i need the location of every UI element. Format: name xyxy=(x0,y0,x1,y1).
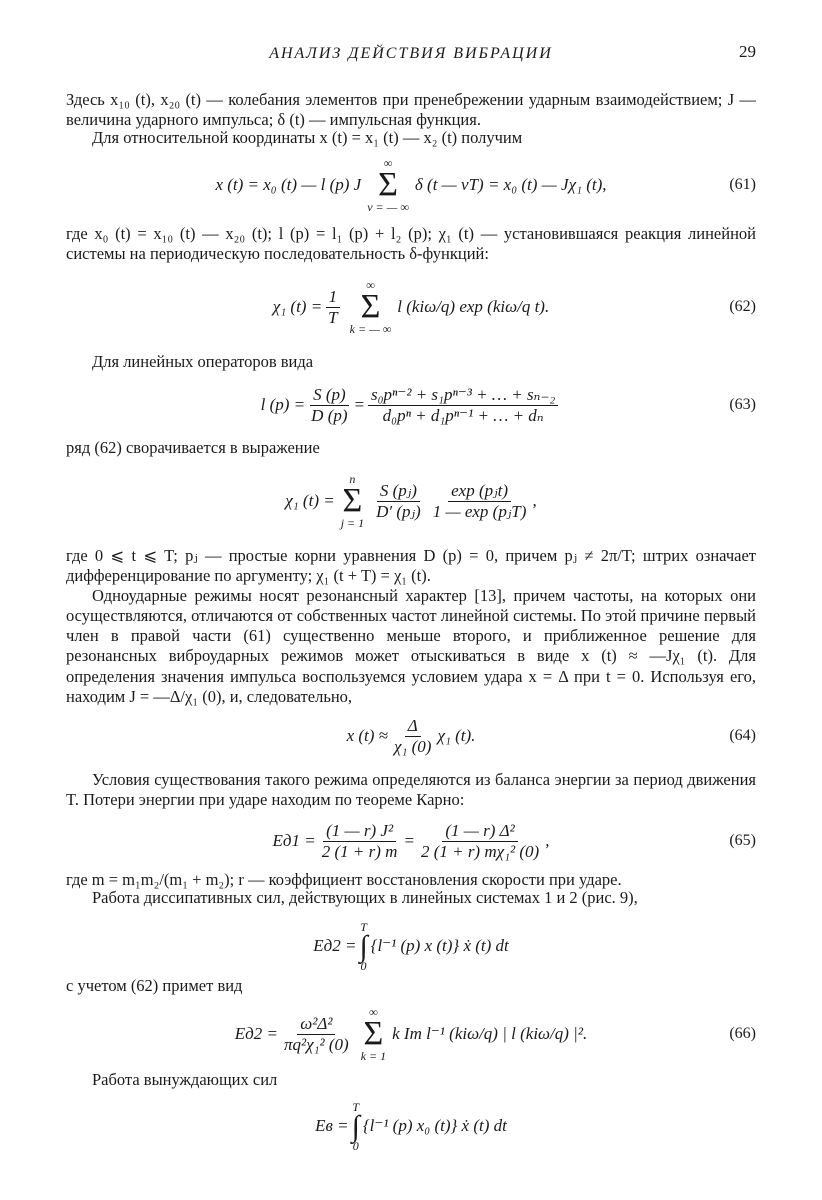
equation-chi xyxy=(66,466,756,536)
eqchi-left: χ₁ (t) = xyxy=(285,490,335,510)
eq66-right: k Im l⁻¹ (kiω/q) | l (kiω/q) |². xyxy=(392,1023,588,1043)
equation-number-61: (61) xyxy=(729,176,756,194)
page-header xyxy=(0,44,822,68)
eqchi-sum xyxy=(341,473,364,529)
eq63-fraction-1 xyxy=(308,385,350,425)
eq62-sum xyxy=(350,279,392,335)
eqchi-f2-den: 1 — exp (pⱼT) xyxy=(432,501,527,521)
eqev-int-bottom: 0 xyxy=(352,1138,359,1153)
eqev-left: Eв = xyxy=(315,1115,349,1135)
page-number: 29 xyxy=(739,42,756,61)
integral-symbol: ∫ xyxy=(359,929,368,963)
eq61-sum-bottom: ν = — ∞ xyxy=(367,200,409,215)
eq61-sum-top: ∞ xyxy=(383,155,393,170)
eq65-equals: = xyxy=(403,830,415,850)
eqchi-fraction-2 xyxy=(430,481,530,521)
eq66-sum xyxy=(361,1006,386,1062)
equation-number-66: (66) xyxy=(729,1025,756,1043)
equation-65 xyxy=(66,816,756,866)
sigma-symbol: Σ xyxy=(360,287,381,325)
eq62-frac-den: T xyxy=(328,307,338,327)
eqchi-sum-bottom: j = 1 xyxy=(340,516,365,531)
eqchi-f1-num: S (pⱼ) xyxy=(377,481,420,502)
equation-64 xyxy=(66,712,756,760)
paragraph-6: где 0 ⩽ t ⩽ T; pⱼ — простые корни уравнения D (p) = 0, причем pⱼ ≠ 2π/T; штрих означает дифференцирование по аргументу; χ₁ (t + T) = χ₁ (t). xyxy=(66,546,756,586)
sigma-symbol: Σ xyxy=(378,165,398,203)
paragraph-10: Работа диссипативных сил, действующих в линейных системах 1 и 2 (рис. 9), xyxy=(92,888,638,907)
eq63-fraction-2 xyxy=(368,385,558,425)
eq63-equals: = xyxy=(353,394,366,414)
eq62-right: l (kiω/q) exp (kiω/q t). xyxy=(397,296,550,316)
paragraph-12: Работа вынуждающих сил xyxy=(92,1070,278,1089)
eq65-fraction-1 xyxy=(319,821,401,861)
equation-number-63: (63) xyxy=(729,396,756,414)
eq61-sum xyxy=(367,157,409,213)
eq62-left: χ₁ (t) = xyxy=(272,296,323,316)
eq64-frac-den: χ₁ (0) xyxy=(394,736,432,756)
eq65-f1-num: (1 — r) J² xyxy=(323,821,396,842)
eq63-f1-num: S (p) xyxy=(310,385,349,406)
equation-63 xyxy=(66,380,756,430)
running-title: АНАЛИЗ ДЕЙСТВИЯ ВИБРАЦИИ xyxy=(269,45,553,62)
eq66-frac-num: ω²Δ² xyxy=(297,1014,335,1035)
eq65-f2-den: 2 (1 + r) mχ₁² (0) xyxy=(420,841,540,861)
eq65-f2-num: (1 — r) Δ² xyxy=(442,821,517,842)
eq66-sum-top: ∞ xyxy=(369,1004,378,1019)
eqchi-f1-den: D′ (pⱼ) xyxy=(376,501,421,521)
paragraph-2: Для относительной координаты x (t) = x₁ (t) — x₂ (t) получим xyxy=(92,128,523,147)
equation-number-64: (64) xyxy=(729,727,756,745)
eq65-left: Eд1 = xyxy=(272,830,316,850)
eq66-frac-den: πq²χ₁² (0) xyxy=(284,1034,349,1054)
paragraph-1: Здесь x₁₀ (t), x₂₀ (t) — колебания элементов при пренебрежении ударным взаимодействием; J — величина ударного импульса; δ (t) — импульсная функция. xyxy=(66,90,756,130)
equation-61 xyxy=(66,155,756,215)
eq66-sum-bottom: k = 1 xyxy=(360,1049,387,1064)
eq61-right: δ (t — νT) = x₀ (t) — Jχ₁ (t), xyxy=(414,174,607,194)
equation-62 xyxy=(66,274,756,340)
equation-number-62: (62) xyxy=(729,298,756,316)
eqchi-sum-top: n xyxy=(349,471,356,486)
sigma-symbol: Σ xyxy=(363,1014,384,1052)
eqed2-integral xyxy=(359,921,367,972)
eqed2-right: {l⁻¹ (p) x (t)} ẋ (t) dt xyxy=(370,935,509,955)
eqchi-tail: , xyxy=(532,490,537,510)
eq62-sum-bottom: k = — ∞ xyxy=(349,322,392,337)
integral-symbol: ∫ xyxy=(351,1109,360,1143)
eqed2-int-top: T xyxy=(360,919,367,934)
eq63-f2-den: d₀pⁿ + d₁pⁿ⁻¹ + … + dₙ xyxy=(382,405,544,425)
eq66-fraction xyxy=(281,1014,352,1054)
eq66-left: Eд2 = xyxy=(234,1023,279,1043)
equation-ev-integral xyxy=(66,1096,756,1156)
eq65-tail: , xyxy=(545,830,550,850)
eq62-sum-top: ∞ xyxy=(366,277,375,292)
eq62-frac-num: 1 xyxy=(326,287,341,308)
eq64-right: χ₁ (t). xyxy=(437,725,476,745)
eq63-f2-num: s₀pⁿ⁻² + s₁pⁿ⁻³ + … + sₙ₋₂ xyxy=(368,385,558,406)
equation-ed2-integral xyxy=(66,916,756,976)
paragraph-4: Для линейных операторов вида xyxy=(92,352,314,371)
paragraph-3: где x₀ (t) = x₁₀ (t) — x₂₀ (t); l (p) = l₁ (p) + l₂ (p); χ₁ (t) — установившаяся реакция линейной системы на периодическую последовательность δ-функций: xyxy=(66,224,756,264)
sigma-symbol: Σ xyxy=(342,481,363,519)
paragraph-5: ряд (62) сворачивается в выражение xyxy=(66,438,320,457)
paragraph-11: с учетом (62) примет вид xyxy=(66,976,243,995)
equation-66 xyxy=(66,1002,756,1066)
paragraph-9: где m = m₁m₂/(m₁ + m₂); r — коэффициент восстановления скорости при ударе. xyxy=(66,870,622,889)
paragraph-8: Условия существования такого режима определяются из баланса энергии за период движения T. Потери энергии при ударе находим по теореме Карно: xyxy=(66,770,756,810)
eq64-left: x (t) ≈ xyxy=(346,725,388,745)
paragraph-7: Одноударные режимы носят резонансный характер [13], причем частоты, на которых они осуществляются, отличаются от собственных частот линейной системы. По этой причине первый член в правой части (61) существенно меньше второго, и приближенное решение для резонансных виброударных режимов может отыскиваться в виде x (t) ≈ —Jχ₁ (t). Для определения значения импульса воспользуемся условием удара x = Δ при t = 0. Используя его, находим J = —Δ/χ₁ (0), и, следовательно, xyxy=(66,586,756,706)
eqchi-f2-num: exp (pⱼt) xyxy=(448,481,511,502)
eq65-fraction-2 xyxy=(418,821,542,861)
eq61-left: x (t) = x₀ (t) — l (p) J xyxy=(215,174,362,194)
eqev-right: {l⁻¹ (p) x₀ (t)} ẋ (t) dt xyxy=(362,1115,507,1135)
eq64-frac-num: Δ xyxy=(405,716,421,737)
eq64-fraction xyxy=(391,716,434,756)
eqchi-fraction-1 xyxy=(373,481,424,521)
equation-number-65: (65) xyxy=(729,832,756,850)
eqev-integral xyxy=(352,1101,360,1152)
eq62-fraction xyxy=(325,287,340,327)
eqev-int-top: T xyxy=(352,1099,360,1114)
eq63-f1-den: D (p) xyxy=(311,405,348,425)
eq63-left: l (p) = xyxy=(260,394,306,414)
eqed2-left: Eд2 = xyxy=(313,935,357,955)
eq65-f1-den: 2 (1 + r) m xyxy=(321,841,398,861)
eqed2-int-bottom: 0 xyxy=(360,958,367,973)
